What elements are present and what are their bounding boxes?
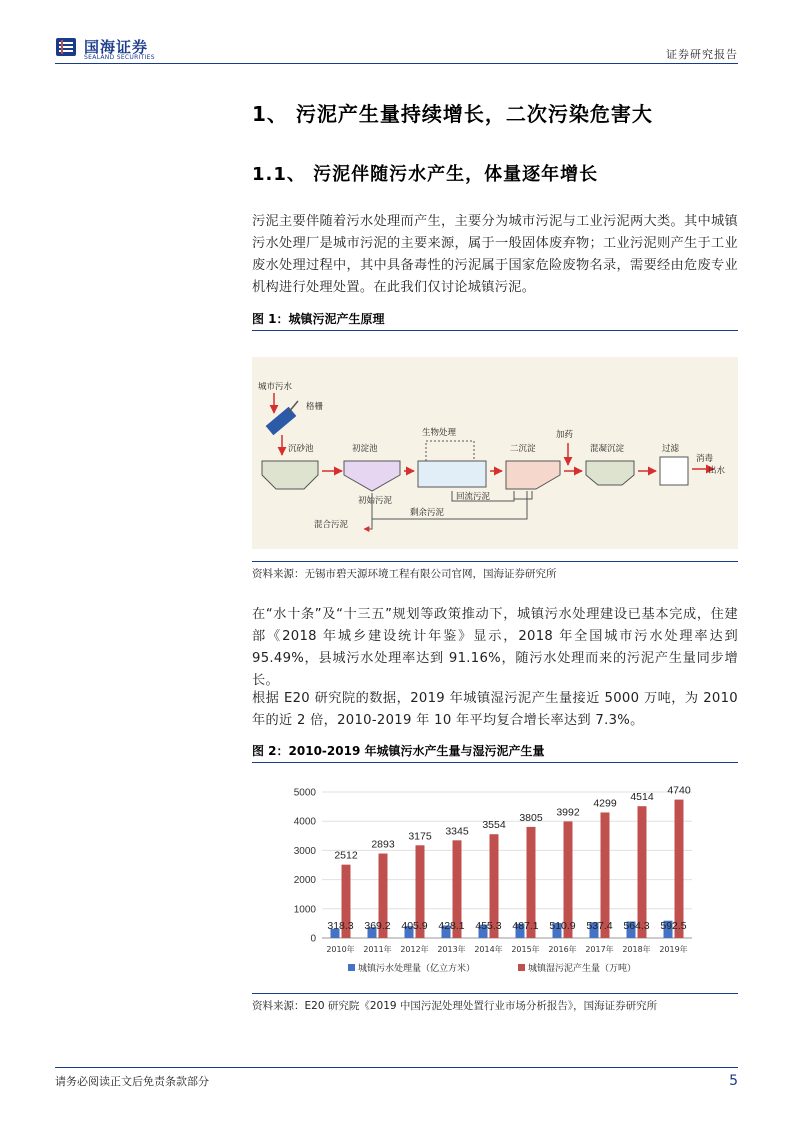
label-filter: 过滤 — [662, 444, 680, 454]
x-tick-label: 2019年 — [659, 945, 688, 954]
coag-tank-icon — [586, 461, 634, 485]
data-label-wastewater: 487.1 — [512, 919, 539, 932]
label-primary: 初淀池 — [352, 444, 378, 454]
data-label-sludge: 4740 — [667, 784, 691, 797]
data-label-wastewater: 564.3 — [623, 919, 650, 932]
footer-divider — [55, 1067, 738, 1068]
data-label-sludge: 3345 — [445, 825, 469, 838]
x-tick-label: 2018年 — [622, 945, 651, 954]
chart-legend — [348, 962, 636, 974]
primary-tank-icon — [344, 461, 400, 491]
chart-bars — [331, 800, 687, 938]
data-label-sludge: 4514 — [630, 791, 654, 804]
page-number: 5 — [729, 1073, 738, 1089]
figure2-top-rule — [252, 762, 738, 763]
label-mixed-sludge: 混合污泥 — [314, 520, 349, 530]
x-tick-label: 2017年 — [585, 945, 614, 954]
secondary-tank-icon — [506, 461, 560, 489]
label-grit: 沉砂池 — [288, 444, 314, 454]
y-tick-label: 5000 — [293, 787, 316, 799]
grit-tank-icon — [262, 461, 318, 489]
x-tick-label: 2015年 — [511, 945, 540, 954]
label-bio: 生物处理 — [422, 428, 457, 438]
data-label-wastewater: 537.4 — [586, 919, 613, 932]
paragraph-data: 根据 E20 研究院的数据，2019 年城镇湿污泥产生量接近 5000 万吨，为 2010 年的近 2 倍，2010-2019 年 10 年平均复合增长率达到 7.3%。 — [252, 691, 738, 728]
data-label-sludge: 3554 — [482, 819, 506, 832]
data-label-wastewater: 428.1 — [438, 919, 465, 932]
x-tick-label: 2010年 — [326, 945, 355, 954]
figure1-source: 资料来源：无锡市碧天源环境工程有限公司官网，国海证券研究所 — [252, 568, 557, 580]
legend-swatch — [348, 964, 355, 971]
x-tick-label: 2016年 — [548, 945, 577, 954]
x-tick-label: 2011年 — [363, 945, 392, 954]
data-label-wastewater: 592.5 — [660, 919, 687, 932]
bar-sludge — [675, 800, 684, 938]
data-label-sludge: 4299 — [593, 797, 617, 810]
label-disinfect: 消毒 — [696, 454, 714, 464]
header-divider — [55, 63, 738, 64]
label-coag: 混凝沉淀 — [590, 444, 625, 454]
filter-icon — [660, 457, 688, 485]
data-label-sludge: 3805 — [519, 811, 543, 824]
label-secondary: 二沉淀 — [510, 444, 536, 454]
sealand-logo-icon — [55, 36, 77, 58]
y-tick-label: 1000 — [293, 904, 316, 916]
data-label-sludge: 3992 — [556, 806, 580, 819]
label-inflow: 城市污水 — [258, 382, 293, 392]
paragraph-policy: 在“水十条”及“十三五”规划等政策推动下，城镇污水处理建设已基本完成，住建部《2018 年城乡建设统计年鉴》显示，2018 年全国城市污水处理率达到 95.49%，县城污水处理率达到 91.16%，随污水处理而来的污泥产生量同步增长。 — [252, 607, 738, 688]
report-type: 证券研究报告 — [666, 48, 738, 61]
figure2-bottom-rule — [252, 993, 738, 994]
sludge-process-diagram — [252, 357, 738, 549]
y-tick-label: 3000 — [293, 845, 316, 857]
chart-x-axis — [326, 944, 687, 954]
x-tick-label: 2013年 — [437, 945, 466, 954]
legend-swatch — [518, 964, 525, 971]
brand-name-en: SEALAND SECURITIES — [84, 54, 155, 61]
label-return-sludge: 回流污泥 — [456, 492, 491, 502]
section-heading-1: 1、 污泥产生量持续增长，二次污染危害大 — [252, 102, 653, 126]
data-label-sludge: 2893 — [371, 838, 395, 851]
data-label-sludge: 2512 — [334, 849, 358, 862]
data-label-wastewater: 455.3 — [475, 919, 502, 932]
figure2-title: 图 2：2010-2019 年城镇污水产生量与湿污泥产生量 — [252, 744, 545, 758]
bio-reactor-icon — [418, 441, 486, 487]
data-label-wastewater: 405.9 — [401, 919, 428, 932]
paragraph-intro: 污泥主要伴随着污水处理而产生，主要分为城市污泥与工业污泥两大类。其中城镇污水处理厂是城市污泥的主要来源，属于一般固体废弃物；工业污泥则产生于工业废水处理过程中，其中具备毒性的污泥属于国家危险废物名录，需要经由危废专业机构进行处理处置。在此我们仅讨论城镇污泥。 — [252, 214, 738, 295]
y-tick-label: 4000 — [293, 816, 316, 828]
label-excess-sludge: 剩余污泥 — [410, 508, 445, 518]
bar-sludge — [638, 806, 647, 938]
brand-name: 国海证券 — [84, 38, 149, 56]
y-tick-label: 2000 — [293, 875, 316, 887]
data-label-wastewater: 318.3 — [327, 919, 354, 932]
footer-disclaimer: 请务必阅读正文后免责条款部分 — [55, 1075, 209, 1088]
figure1-bottom-rule — [252, 561, 738, 562]
section-heading-1-1: 1.1、 污泥伴随污水产生，体量逐年增长 — [252, 164, 599, 185]
y-tick-label: 0 — [310, 933, 316, 945]
label-outflow: 出水 — [708, 466, 726, 476]
legend-label: 城镇污水处理量（亿立方米） — [358, 964, 476, 974]
chart-gridlines — [322, 792, 692, 938]
data-label-wastewater: 369.2 — [364, 919, 391, 932]
label-screen: 格栅 — [306, 402, 324, 412]
data-label-sludge: 3175 — [408, 830, 432, 843]
legend-label: 城镇湿污泥产生量（万吨） — [528, 964, 637, 974]
x-tick-label: 2014年 — [474, 945, 503, 954]
figure1-title: 图 1：城镇污泥产生原理 — [252, 312, 385, 326]
screen-icon — [266, 401, 298, 435]
chart-y-axis — [294, 788, 317, 945]
figure2-source: 资料来源：E20 研究院《2019 中国污泥处理处置行业市场分析报告》，国海证券研究所 — [252, 1000, 658, 1012]
sludge-volume-chart — [252, 770, 738, 980]
data-label-wastewater: 510.9 — [549, 919, 576, 932]
figure1-top-rule — [252, 330, 738, 331]
label-dosing: 加药 — [556, 430, 574, 440]
x-tick-label: 2012年 — [400, 945, 429, 954]
label-primary-sludge: 初始污泥 — [358, 496, 393, 506]
